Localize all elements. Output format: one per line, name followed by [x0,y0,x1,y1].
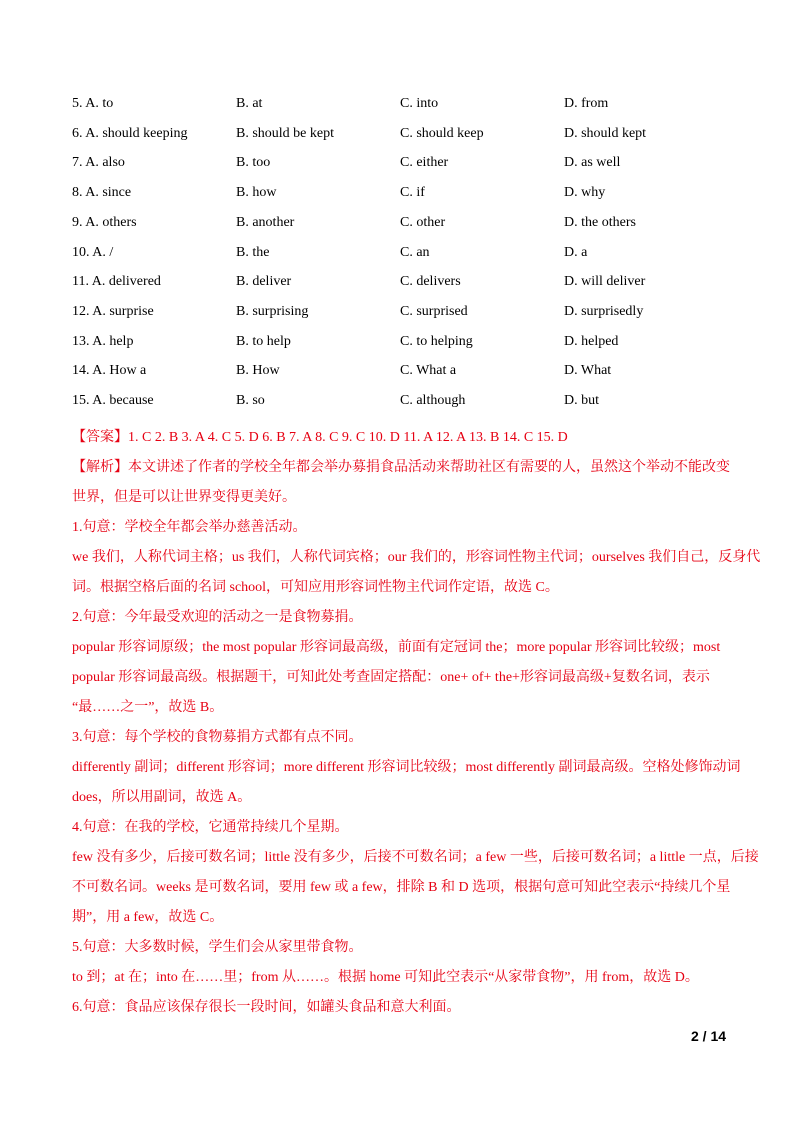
option-cell: D. as well [564,155,621,170]
analysis-line: 世界，但是可以让世界变得更美好。 [72,490,296,505]
option-cell: B. so [236,393,265,408]
option-row [72,334,752,356]
option-cell: 13. A. help [72,334,134,349]
option-cell: B. should be kept [236,126,334,141]
option-cell: B. at [236,96,263,111]
item-sentence: 4.句意：在我的学校，它通常持续几个星期。 [72,820,349,835]
option-cell: D. but [564,393,599,408]
option-cell: D. What [564,363,612,378]
option-row [72,126,752,148]
item-explanation: 不可数名词。weeks 是可数名词，要用 few 或 a few，排除 B 和 D 选项，根据句意可知此空表示“持续几个星 [72,880,731,895]
option-cell: B. the [236,245,270,260]
option-cell: 12. A. surprise [72,304,154,319]
option-cell: B. How [236,363,280,378]
option-cell: D. should kept [564,126,647,141]
option-cell: B. to help [236,334,291,349]
item-sentence: 6.句意：食品应该保存很长一段时间，如罐头食品和意大利面。 [72,1000,461,1015]
option-row [72,245,752,267]
option-row [72,215,752,237]
option-cell: 14. A. How a [72,363,147,378]
option-row [72,274,752,296]
item-sentence: 2.句意：今年最受欢迎的活动之一是食物募捐。 [72,610,363,625]
option-row [72,155,752,177]
option-cell: B. too [236,155,271,170]
item-explanation: differently 副词；different 形容词；more different 形容词比较级；most differently 副词最高级。空格处修饰动词 [72,760,741,775]
option-cell: 5. A. to [72,96,114,111]
option-cell: 11. A. delivered [72,274,161,289]
option-row [72,185,752,207]
item-sentence: 3.句意：每个学校的食物募捐方式都有点不同。 [72,730,363,745]
analysis-line: 【解析】本文讲述了作者的学校全年都会举办募捐食品活动来帮助社区有需要的人，虽然这个举动不能改变 [72,460,730,475]
option-cell: 10. A. / [72,245,114,260]
option-cell: B. surprising [236,304,309,319]
option-row [72,304,752,326]
option-cell: 15. A. because [72,393,154,408]
option-cell: B. deliver [236,274,292,289]
item-sentence: 1.句意：学校全年都会举办慈善活动。 [72,520,307,535]
option-cell: C. to helping [400,334,473,349]
option-cell: D. will deliver [564,274,646,289]
option-cell: D. helped [564,334,619,349]
option-cell: C. should keep [400,126,484,141]
item-explanation: to 到；at 在；into 在……里；from 从……。根据 home 可知此空表示“从家带食物”，用 from，故选 D。 [72,970,699,985]
item-explanation: few 没有多少，后接可数名词；little 没有多少，后接不可数名词；a few 一些，后接可数名词；a little 一点，后接 [72,850,759,865]
page-number: 2 / 14 [691,1028,727,1044]
option-cell: D. surprisedly [564,304,644,319]
option-cell: C. if [400,185,425,200]
option-cell: C. either [400,155,449,170]
option-cell: C. other [400,215,446,230]
item-explanation: does，所以用副词，故选 A。 [72,790,252,805]
option-cell: 8. A. since [72,185,132,200]
option-cell: C. delivers [400,274,461,289]
option-cell: C. into [400,96,439,111]
item-explanation: we 我们，人称代词主格；us 我们，人称代词宾格；our 我们的，形容词性物主代词；ourselves 我们自己，反身代 [72,550,761,565]
option-row [72,393,752,415]
option-cell: B. how [236,185,277,200]
item-explanation: 词。根据空格后面的名词 school，可知应用形容词性物主代词作定语，故选 C。 [72,580,559,595]
option-cell: C. although [400,393,466,408]
answer-line: 【答案】1. C 2. B 3. A 4. C 5. D 6. B 7. A 8. C 9. C 10. D 11. A 12. A 13. B 14. C 15. D [72,430,568,445]
option-row [72,96,752,118]
option-cell: D. the others [564,215,636,230]
option-cell: D. from [564,96,609,111]
option-cell: B. another [236,215,295,230]
option-cell: 9. A. others [72,215,137,230]
item-explanation: 期”，用 a few，故选 C。 [72,910,224,925]
option-cell: 7. A. also [72,155,125,170]
item-explanation: popular 形容词最高级。根据题干，可知此处考查固定搭配：one+ of+ the+形容词最高级+复数名词，表示 [72,670,710,685]
option-cell: C. surprised [400,304,468,319]
option-cell: 6. A. should keeping [72,126,188,141]
option-row [72,363,752,385]
item-explanation: popular 形容词原级；the most popular 形容词最高级，前面有定冠词 the；more popular 形容词比较级；most [72,640,721,655]
item-sentence: 5.句意：大多数时候，学生们会从家里带食物。 [72,940,363,955]
option-cell: C. an [400,245,430,260]
item-explanation: “最……之一”，故选 B。 [72,700,224,715]
option-cell: D. why [564,185,606,200]
option-cell: D. a [564,245,588,260]
option-cell: C. What a [400,363,457,378]
